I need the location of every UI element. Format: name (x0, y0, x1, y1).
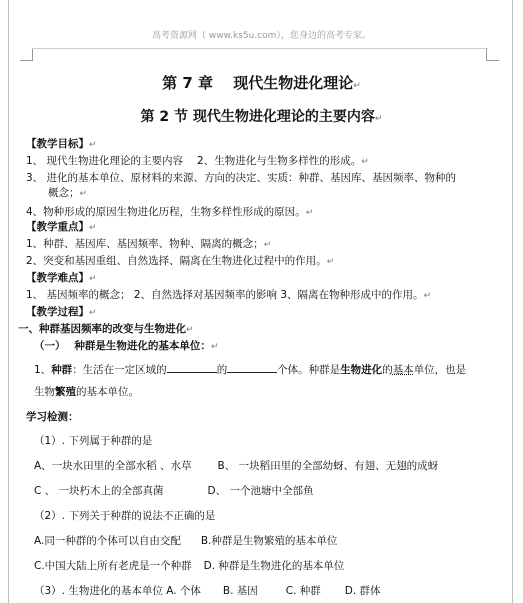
section-1-heading: 一、种群基因频率的改变与生物进化 (18, 323, 186, 335)
definition-number: 1、 (34, 364, 52, 376)
key-line-1 (26, 237, 271, 252)
population-definition (34, 361, 466, 377)
fill-blank-2[interactable] (227, 361, 277, 373)
chapter-title-text: 第 7 章 现代生物进化理论 (162, 74, 354, 92)
process-heading (26, 305, 97, 320)
paragraph-mark-icon: ↵ (263, 240, 272, 250)
process-section-1 (18, 322, 194, 337)
paragraph-mark-icon: ↵ (353, 81, 361, 91)
section-title (0, 110, 523, 126)
difficult-heading (26, 271, 97, 286)
definition-text-e: 的 (382, 364, 393, 376)
q3-option-d[interactable]: D. 群体 (344, 585, 381, 597)
paragraph-mark-icon: ↵ (210, 342, 219, 352)
goals-line-3 (26, 171, 456, 185)
q1-option-b[interactable]: B、 一块稻田里的全部幼蚜、有翅、无翅的成蚜 (217, 460, 439, 472)
q2-option-d[interactable]: D. 种群是生物进化的基本单位 (203, 560, 345, 572)
goals-heading (26, 137, 97, 152)
process-heading-text: 【教学过程】 (26, 306, 89, 318)
key-heading (26, 220, 97, 235)
paragraph-mark-icon: ↵ (374, 114, 383, 124)
question-1-options-ab (34, 459, 438, 473)
fill-blank-1[interactable] (167, 361, 217, 373)
q1-option-d[interactable]: D、 一个池塘中全部鱼 (207, 485, 314, 497)
q3-option-b[interactable]: B. 基因 (222, 585, 258, 597)
difficult-line (26, 288, 431, 303)
q2-option-a[interactable]: A.同一种群的个体可以自由交配 (34, 535, 181, 547)
q2-option-c[interactable]: C.中国大陆上所有老虎是一个种群 (34, 560, 192, 572)
question-1-options-cd (34, 484, 313, 498)
section-title-text: 第 2 节 现代生物进化理论的主要内容 (140, 109, 375, 125)
page-header: 高考资源网（ www.ks5u.com），您身边的高考专家。 (152, 31, 371, 41)
paragraph-mark-icon: ↵ (89, 274, 97, 284)
definition-term: 种群 (51, 364, 73, 376)
goals-line-1 (26, 154, 369, 169)
difficult-heading-text: 【教学难点】 (26, 272, 89, 284)
goals-line-4 (26, 205, 313, 220)
question-2-options-ab (34, 534, 337, 548)
paragraph-mark-icon: ↵ (186, 325, 194, 335)
q1-option-c[interactable]: C 、 一块朽木上的全部真菌 (34, 485, 164, 497)
question-2-text: （2）. 下列关于种群的说法不正确的是 (34, 510, 216, 522)
key-2-text: 2、突变和基因重组、自然选择、隔离在生物进化过程中的作用。 (26, 255, 327, 267)
test-heading (26, 410, 79, 424)
paragraph-mark-icon: ↵ (361, 157, 369, 167)
question-3 (34, 584, 381, 598)
crop-mark-top-right (486, 48, 499, 61)
process-subsection-1 (34, 339, 218, 354)
population-definition-cont (34, 385, 139, 399)
key-1-text: 1、种群、基因库、基因频率、物种、隔离的概念； (26, 238, 264, 250)
goal-3-text: 3、 进化的基本单位、原材料的来源、方向的决定、实质：种群、基因库、基因频率、物种的 (26, 172, 457, 184)
question-2-options-cd (34, 559, 344, 573)
goals-heading-text: 【教学目标】 (26, 138, 89, 150)
q3-option-c[interactable]: C. 种群 (285, 585, 321, 597)
definition-text-a: ：生活在一定区域的 (72, 364, 167, 376)
definition-emph-reproduction: 繁殖 (55, 386, 76, 398)
paragraph-mark-icon: ↵ (89, 223, 97, 233)
key-heading-text: 【教学重点】 (26, 221, 89, 233)
test-heading-text: 学习检测： (26, 411, 79, 423)
goals-line-3-cont (48, 186, 87, 201)
goal-1-text: 1、 现代生物进化理论的主要内容 (26, 155, 184, 167)
definition-emph-evolution: 生物进化 (340, 364, 383, 376)
definition-line2-c: 的基本单位。 (76, 386, 139, 398)
paragraph-mark-icon: ↵ (89, 308, 97, 318)
definition-text-g: 单位，也是 (413, 364, 467, 376)
header-rule (32, 48, 488, 49)
definition-text-b: 的 (216, 364, 228, 376)
goal-3-cont-text: 概念； (48, 187, 80, 199)
definition-text-c: 个体。种群是 (277, 364, 341, 376)
question-2 (34, 509, 215, 523)
definition-line2-a: 生物 (34, 386, 55, 398)
paragraph-mark-icon: ↵ (79, 189, 88, 199)
goal-2-text: 2、生物进化与生物多样性的形成。 (197, 155, 362, 167)
question-1-text: （1）. 下列属于种群的是 (34, 435, 153, 447)
q1-option-a[interactable]: A、一块水田里的全部水稻 、水草 (34, 460, 192, 472)
subsection-1-heading: （一） 种群是生物进化的基本单位： (34, 340, 211, 352)
paragraph-mark-icon: ↵ (423, 291, 432, 301)
crop-mark-top-left (20, 48, 33, 61)
q2-option-b[interactable]: B.种群是生物繁殖的基本单位 (200, 535, 338, 547)
chapter-title (0, 76, 523, 93)
definition-emph-basic: 基本 (392, 364, 414, 376)
goal-4-text: 4、物种形成的原因生物进化历程，生物多样性形成的原因。 (26, 206, 306, 218)
paragraph-mark-icon: ↵ (89, 140, 97, 150)
question-3-text: （3）. 生物进化的基本单位 A. 个体 (34, 585, 201, 597)
key-line-2 (26, 254, 334, 269)
paragraph-mark-icon: ↵ (305, 208, 314, 218)
paragraph-mark-icon: ↵ (326, 257, 335, 267)
difficult-text: 1、 基因频率的概念； 2、自然选择对基因频率的影响 3、隔离在物种形成中的作用。 (26, 289, 424, 301)
question-1 (34, 434, 152, 448)
